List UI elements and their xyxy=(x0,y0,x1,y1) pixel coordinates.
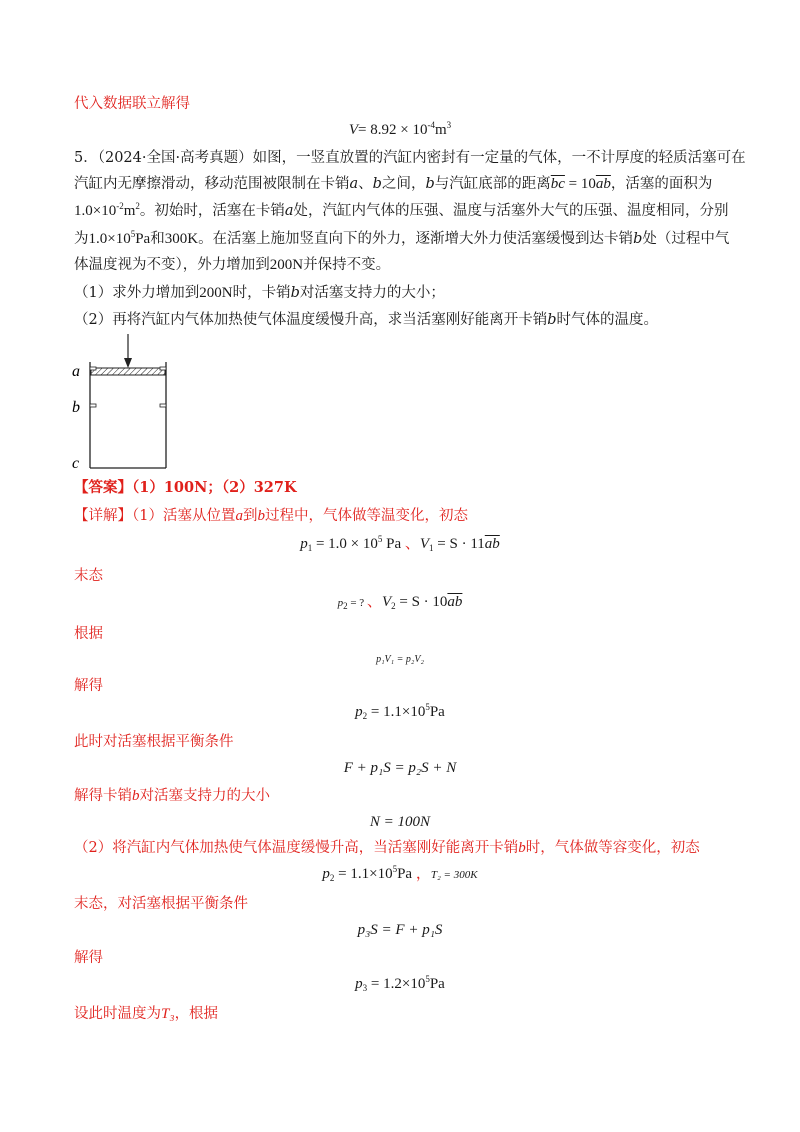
latch-b-right xyxy=(160,404,166,407)
label-a: a xyxy=(72,363,80,380)
equation-volume-result: $V= 8.92 \times 10^{-4}m^3$ xyxy=(348,120,452,138)
latch-b-left xyxy=(90,404,96,407)
equation-p3: $p_3 = 1.2\times 10^5Pa$ xyxy=(355,974,445,993)
equation-initial-state-2: $p_2 = 1.1\times 10^5Pa$ ，T₂ = 300K xyxy=(322,864,478,883)
cylinder-diagram xyxy=(70,332,180,478)
question-2: （2）再将汽缸内气体加热使气体温度缓慢升高，求当活塞刚好能离开卡销b时气体的温度。 xyxy=(74,312,659,328)
equation-boyle: p₁V₁ = p₂V₂ xyxy=(376,654,424,665)
problem-line-2: 汽缸内无摩擦滑动，移动范围被限制在卡销a、b之间，b与汽缸底部的距离$\overline{bc} = 10\overline{ab}$，活塞的面积为 xyxy=(74,176,713,192)
problem-line-5: 体温度视为不变），外力增加到200N并保持不变。 xyxy=(74,257,391,273)
equation-balance-2: p₃S = F + p₁S xyxy=(357,922,443,938)
solve-label-1: 解得 xyxy=(74,678,103,694)
balance-label-1: 此时对活塞根据平衡条件 xyxy=(74,734,234,750)
equation-final-state: $p_2$ = ? 、$V_2 = S \cdot 10\overline{ab}$ xyxy=(337,594,463,611)
answer-line: 【答案】（1）100N；（2）327K xyxy=(74,479,297,496)
label-b: b xyxy=(72,399,80,416)
cylinder-svg xyxy=(70,332,180,474)
piston xyxy=(91,368,165,375)
equation-p2: $p_2 = 1.1\times 10^5Pa$ xyxy=(355,702,445,721)
problem-line-4: 为$1.0\times 10^5Pa$和300K。在活塞上施加竖直向下的外力，逐渐增大外力使活塞缓慢到达卡销b处（过程中气 xyxy=(74,229,730,247)
set-temperature-line: 设此时温度为T₃，根据 xyxy=(74,1006,219,1022)
label-c: c xyxy=(72,455,80,472)
equation-balance-1: F + p₁S = p₂S + N xyxy=(343,760,457,776)
detail-part-2: （2）将汽缸内气体加热使气体温度缓慢升高，当活塞刚好能离开卡销b时，气体做等容变化，初态 xyxy=(74,840,700,856)
problem-line-1: 5．（2024·全国·高考真题）如图，一竖直放置的汽缸内密封有一定量的气体，一不计厚度的轻质活塞可在 xyxy=(74,150,746,166)
detail-line-1: 【详解】（1）活塞从位置a到b过程中，气体做等温变化，初态 xyxy=(74,508,468,524)
force-arrow-head xyxy=(124,358,132,368)
final-state-2-label: 末态，对活塞根据平衡条件 xyxy=(74,896,248,912)
intro-text: 代入数据联立解得 xyxy=(74,96,190,112)
according-label: 根据 xyxy=(74,626,103,642)
solve-n-label: 解得卡销b对活塞支持力的大小 xyxy=(74,788,270,804)
final-state-label: 末态 xyxy=(74,568,103,584)
equation-n: N = 100N xyxy=(369,814,431,830)
latch-a-right xyxy=(160,367,166,370)
problem-line-3: $1.0\times 10^{-2}m^2$。初始时，活塞在卡销a处，汽缸内气体的压强、温度与活塞外大气的压强、温度相同，分别 xyxy=(74,201,729,219)
solve-label-2: 解得 xyxy=(74,950,103,966)
equation-initial-state: $p_1 = 1.0 \times 10^5$ Pa 、$V_1 = S \cdot 11\overline{ab}$ xyxy=(300,534,500,553)
latch-a-left xyxy=(90,367,96,370)
question-1: （1）求外力增加到200N时，卡销b对活塞支持力的大小； xyxy=(74,285,445,301)
